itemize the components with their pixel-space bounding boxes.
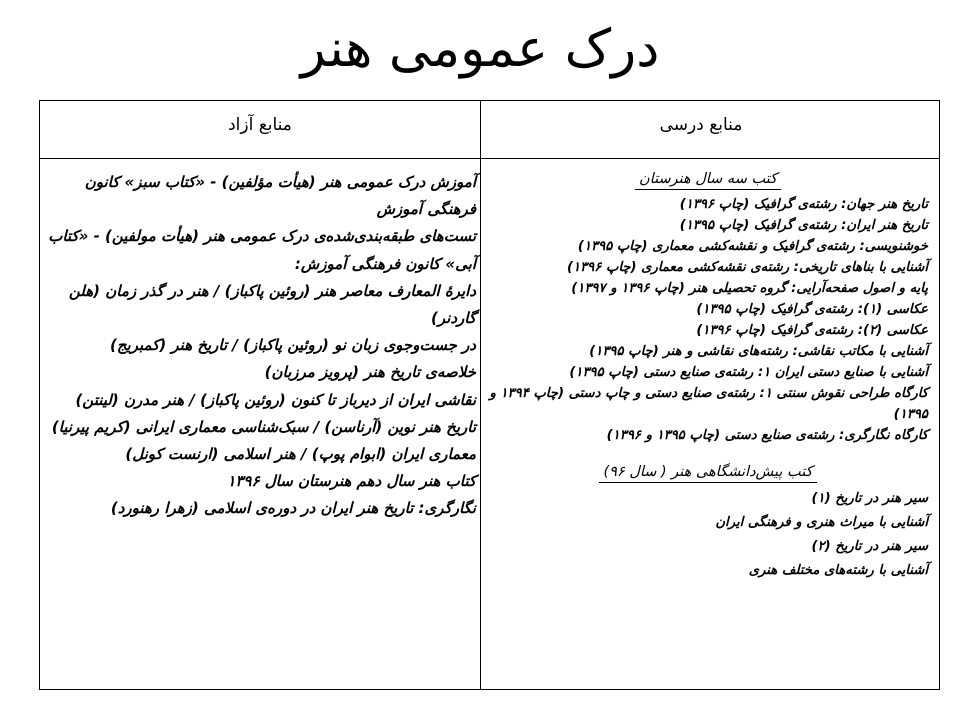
list-item: تاریخ هنر جهان: رشته‌ی گرافیک (چاپ ۱۳۹۶) — [679, 197, 928, 212]
conservatory-book-list — [488, 194, 928, 446]
course-sources-column — [488, 169, 928, 583]
list-item: آشنایی با مکاتب نقاشی: رشته‌های نقاشی و هنر (چاپ ۱۳۹۵) — [589, 344, 928, 359]
list-item: کارگاه نگارگری: رشته‌ی صنایع دستی (چاپ ۱۳۹۵ و ۱۳۹۶) — [606, 428, 928, 443]
list-item: آشنایی با رشته‌های مختلف هنری — [748, 563, 928, 578]
list-item: دایرهٔ المعارف معاصر هنر (روئین پاکباز) / هنر در گذر زمان (هلن گاردنر) — [68, 281, 476, 328]
pre-university-book-list — [488, 487, 928, 583]
list-item: خلاصه‌ی تاریخ هنر (پرویز مرزبان) — [264, 363, 476, 382]
list-item: کتاب هنر سال دهم هنرستان سال ۱۳۹۶ — [227, 472, 476, 491]
list-item: آشنایی با صنایع دستی ایران ۱: رشته‌ی صنایع دستی (چاپ ۱۳۹۵) — [569, 365, 928, 380]
list-item: تست‌های طبقه‌بندی‌شده‌ی درک عمومی هنر (هیأت مولفین) - «کتاب آبی» کانون فرهنگی آموزش: — [48, 227, 476, 273]
free-book-list — [48, 169, 476, 523]
list-item: نگارگری: تاریخ هنر ایران در دوره‌ی اسلامی (زهرا رهنورد) — [110, 499, 476, 518]
list-item: در جست‌وجوی زبان نو (روئین پاکباز) / تاریخ هنر (کمبریج) — [109, 336, 476, 355]
header-free-sources: منابع آزاد — [228, 115, 292, 135]
list-item: سیر هنر در تاریخ (۲) — [811, 539, 928, 554]
list-item: سیر هنر در تاریخ (۱) — [811, 491, 928, 506]
section-title-conservatory: کتب سه سال هنرستان — [488, 169, 928, 190]
list-item: عکاسی (۲): رشته‌ی گرافیک (چاپ ۱۳۹۶) — [696, 323, 928, 338]
list-item: نقاشی ایران از دیرباز تا کنون (روئین پاکباز) / هنر مدرن (لینتن) — [75, 390, 476, 409]
column-divider — [480, 101, 481, 689]
list-item: تاریخ هنر نوین (آرناسن) / سبک‌شناسی معماری ایرانی (کریم پیرنیا) — [51, 417, 476, 436]
list-item: آموزش درک عمومی هنر (هیأت مؤلفین) - «کتاب سبز» کانون فرهنگی آموزش — [84, 173, 476, 219]
header-course-sources: منابع درسی — [659, 115, 743, 135]
list-item: معماری ایران (ابوام پوپ) / هنر اسلامی (ارنست کونل) — [125, 445, 476, 464]
list-item: آشنایی با بناهای تاریخی: رشته‌ی نقشه‌کشی معماری (چاپ ۱۳۹۶) — [566, 260, 928, 275]
page-title: درک عمومی هنر — [300, 19, 660, 79]
list-item: عکاسی (۱): رشته‌ی گرافیک (چاپ ۱۳۹۵) — [696, 302, 928, 317]
list-item: پایه و اصول صفحه‌آرایی: گروه تحصیلی هنر (چاپ ۱۳۹۶ و ۱۳۹۷) — [571, 281, 928, 296]
list-item: کارگاه طراحی نقوش سنتی ۱: رشته‌ی صنایع دستی و چاپ دستی (چاپ ۱۳۹۴ و ۱۳۹۵) — [489, 386, 928, 422]
free-sources-column — [48, 169, 476, 523]
list-item: خوشنویسی: رشته‌ی گرافیک و نقشه‌کشی معماری (چاپ ۱۳۹۵) — [577, 239, 928, 254]
section-title-pre-university: کتب پیش‌دانشگاهی هنر ( سال ۹۶) — [488, 462, 928, 483]
list-item: تاریخ هنر ایران: رشته‌ی گرافیک (چاپ ۱۳۹۵) — [679, 218, 928, 233]
sources-table — [39, 100, 940, 690]
list-item: آشنایی با میراث هنری و فرهنگی ایران — [715, 515, 928, 530]
header-divider — [40, 158, 939, 159]
